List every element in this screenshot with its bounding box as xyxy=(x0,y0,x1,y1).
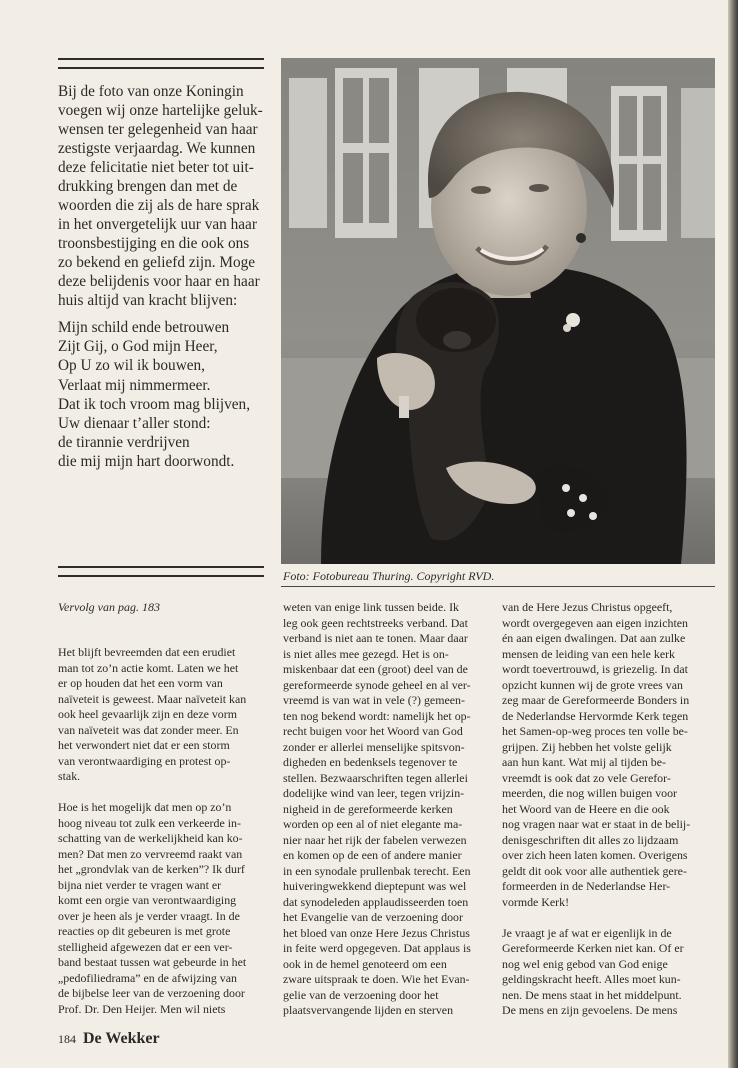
text-line: het Samen-op-weg proces ten volle be- xyxy=(502,724,688,738)
text-line: recht buigen voor het Woord van God xyxy=(283,724,463,738)
text-line: leg ook geen rechtstreeks verband. Dat xyxy=(283,615,468,630)
page-footer xyxy=(58,1030,160,1048)
text-line: ook heel gevaarlijk zijn en deze vorm xyxy=(58,707,237,721)
text-line: wordt overgegeven aan eigen inzichten xyxy=(502,615,688,630)
text-line: denisgeschriften dit alles zo lijdzaam xyxy=(502,832,679,847)
text-line: stellen. Bezwaarschriften tegen allerlei xyxy=(283,770,468,785)
text-line: verband is niet aan te tonen. Maar daar xyxy=(283,631,468,645)
text-line: én aan eigen dwalingen. Dat aan zulke xyxy=(502,631,686,645)
text-line: van de Here Jezus Christus opgeeft, xyxy=(502,600,673,614)
text-line: het Woord van de Heere en die ook xyxy=(502,801,670,816)
intro-paragraph xyxy=(58,82,266,310)
text-line: in feite werd opgegeven. Dat applaus is xyxy=(283,941,471,955)
text-line: opzicht kunnen wij de grote vrees van xyxy=(502,677,683,692)
text-line: nog vragen naar wat er staat in de belij- xyxy=(502,817,691,831)
text-line: het verwondert niet dat er een storm xyxy=(58,738,230,752)
text-line: digheden en bedenksels tegenover te xyxy=(283,755,458,769)
text-line: man tot zo’n actie komt. Laten we het xyxy=(58,660,239,675)
text-line: is niet alles mee gezegd. Het is on- xyxy=(283,646,449,661)
text-line: De mens en zijn gevoelens. De mens xyxy=(502,1003,678,1017)
text-line: naïveteit is geweest. Maar naïveteit kan xyxy=(58,691,247,706)
caption-rule xyxy=(281,586,715,587)
text-line: over zich heen laten komen. Overigens xyxy=(502,848,688,862)
continued-from-label: Vervolg van pag. 183 xyxy=(58,600,160,614)
queen-photo xyxy=(281,58,715,564)
poem-line: Zijt Gij, o God mijn Heer, xyxy=(58,338,218,356)
text-line: plaatsvervangende lijden en sterven xyxy=(283,1003,454,1017)
text-line: over je heen als je verder vraagt. In de xyxy=(58,908,240,923)
text-line: Je vraagt je af wat er eigenlijk in de xyxy=(502,925,672,940)
text-line: de Nederlandse Hervormde Kerk tegen xyxy=(502,708,689,723)
article-column-3 xyxy=(502,600,718,1019)
text-line: worden op een al of niet elegante ma- xyxy=(283,817,463,831)
text-line: stelligheid afgewezen dat er een ver- xyxy=(58,939,233,954)
text-line: stak. xyxy=(58,769,81,783)
text-line: er op houden dat het een vorm van xyxy=(58,676,223,690)
text-line: grijpen. Zij hebben het volste gelijk xyxy=(502,739,672,754)
text-line: geldt dit ook voor alle authentiek gere- xyxy=(502,863,687,878)
text-line: weten van enige link tussen beide. Ik xyxy=(283,600,459,614)
text-line: hoog niveau tot zulk een verkeerde in- xyxy=(58,815,241,830)
poem-line: Dat ik toch vroom mag blijven, xyxy=(58,395,251,413)
text-line: het bloed van onze Here Jezus Christus xyxy=(283,925,470,940)
text-line: nen. De mens staat in het middelpunt. xyxy=(502,987,682,1002)
poem-line: die mij mijn hart doorwondt. xyxy=(58,453,235,471)
intro-line: deze felicitatie niet beter tot uit- xyxy=(58,159,254,176)
text-line: men? Dat men zo vervreemd raakt van xyxy=(58,846,243,861)
text-line: vreemdt is ook dat zo vele Gerefor- xyxy=(502,770,671,785)
text-line: in een synodale prullenbak terecht. Een xyxy=(283,863,471,878)
text-line: nigheid in de gereformeerde kerken xyxy=(283,801,453,816)
text-line: dat synodeleden applaudisseerden toen xyxy=(283,894,469,909)
intro-line: in het onvergetelijk uur van haar xyxy=(58,216,257,233)
text-line: het „grondvlak van de kerken”? Ik durf xyxy=(58,862,245,876)
text-line: nier naar het rijk der fabelen verwezen xyxy=(283,832,467,847)
text-line: Prof. Dr. Den Heijer. Men wil niets xyxy=(58,1001,226,1016)
magazine-name: De Wekker xyxy=(83,1030,160,1047)
text-line: ten nog bekend wordt: namelijk het op- xyxy=(283,708,471,723)
text-line: van naïveteit was dat zonder meer. En xyxy=(58,722,239,737)
text-line: miskenbaar dat een (groot) deel van de xyxy=(283,662,468,676)
intro-line: woorden die zij als de hare sprak xyxy=(58,197,260,214)
text-line: vormde Kerk! xyxy=(502,894,570,909)
poem-line: Mijn schild ende betrouwen xyxy=(58,319,230,336)
text-line: band bestaat tussen wat gebeurde in het xyxy=(58,955,247,969)
text-line: dodelijke wind van leer, tegen vrijzin- xyxy=(283,786,465,800)
text-line: nog wel enig gebod van God enige xyxy=(502,956,668,971)
text-line: en komen op de een of andere manier xyxy=(283,848,462,862)
intro-line: zo bekend en geliefd zijn. Moge xyxy=(58,254,256,271)
poem-line: Verlaat mij nimmermeer. xyxy=(58,376,211,394)
text-line: huiveringwekkend dieptepunt was wel xyxy=(283,879,467,893)
text-line: gereformeerde synode geheel en al ver- xyxy=(283,677,471,692)
text-line: komt een orgie van verontwaardiging xyxy=(58,893,237,907)
page-number: 184 xyxy=(58,1032,76,1046)
article-column-1 xyxy=(58,645,270,1017)
intro-line: huis altijd van kracht blijven: xyxy=(58,292,238,309)
text-line: Het blijft bevreemden dat een erudiet xyxy=(58,645,236,659)
intro-line: voegen wij onze hartelijke geluk- xyxy=(58,102,263,119)
text-line: schatting van de werkelijkheid kan ko- xyxy=(58,831,243,845)
paragraph-gap xyxy=(502,910,718,926)
poem-line: de tirannie verdrijven xyxy=(58,434,190,452)
text-line: het Evangelie van de verzoening door xyxy=(283,910,463,924)
poem-line: Uw dienaar t’aller stond: xyxy=(58,415,211,433)
poem-verse xyxy=(58,318,266,472)
text-line: bijna niet verder te vragen want er xyxy=(58,877,222,892)
text-line: meerden, die nog willen buigen voor xyxy=(502,786,678,800)
text-line: reacties op dit gebeuren is met grote xyxy=(58,924,231,938)
text-line: de bijbelse leer van de verzoening door xyxy=(58,986,245,1000)
intro-line: troonsbestijging en die ook ons xyxy=(58,235,250,252)
text-line: „pedofiliedrama” en de afwijzing van xyxy=(58,970,237,985)
top-double-rule xyxy=(58,58,264,69)
text-line: zware uitspraak te doen. Wie het Evan- xyxy=(283,972,470,986)
intro-line: wensen ter gelegenheid van haar xyxy=(58,121,258,138)
text-line: gelie van de verzoening door het xyxy=(283,987,439,1002)
text-line: formeerden in de Nederlandse Her- xyxy=(502,879,671,893)
page-edge-shadow xyxy=(728,0,738,1068)
article-column-2 xyxy=(283,600,495,1019)
intro-line: drukking brengen dan met de xyxy=(58,178,238,195)
text-line: Gereformeerde Kerken niet kan. Of er xyxy=(502,941,684,955)
text-line: zeg maar de Gereformeerde Bonders in xyxy=(502,693,690,707)
text-line: mensen de leiding van een hele kerk xyxy=(502,646,676,661)
intro-line: zestigste verjaardag. We kunnen xyxy=(58,140,256,157)
caption-double-rule xyxy=(58,566,264,577)
text-line: zonder er allerlei menselijke spitsvon- xyxy=(283,739,465,754)
poem-line: Op U zo wil ik bouwen, xyxy=(58,357,206,375)
intro-line: Bij de foto van onze Koningin xyxy=(58,83,244,100)
intro-line: deze belijdenis voor haar en haar xyxy=(58,273,260,290)
text-line: aan hun kant. Wat mij al tijden be- xyxy=(502,755,666,769)
photo-caption: Foto: Fotobureau Thuring. Copyright RVD. xyxy=(283,569,495,583)
text-line: geldingskracht heeft. Alles moet kun- xyxy=(502,972,681,986)
text-line: ook in de hemel genoteerd om een xyxy=(283,956,447,971)
text-line: Hoe is het mogelijk dat men op zo’n xyxy=(58,800,232,814)
paragraph-gap xyxy=(58,785,270,801)
text-line: van verontwaardiging en protest op- xyxy=(58,753,231,768)
text-line: vreemd is van wat in vele (?) gemeen- xyxy=(283,693,465,707)
text-line: wordt toevertrouwd, is griezelig. In dat xyxy=(502,662,688,676)
